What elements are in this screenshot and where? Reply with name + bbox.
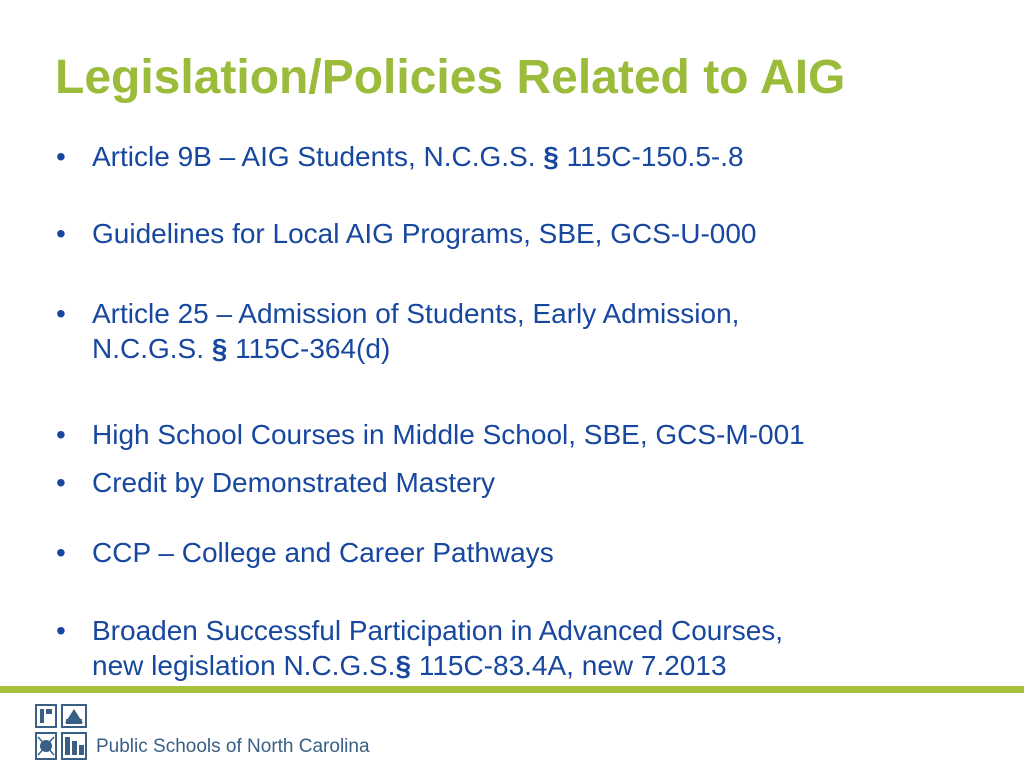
bullet-text [92,417,976,452]
text-run: High School Courses in Middle School, SBE, GCS-M-001 [92,419,805,450]
bullet-text [92,296,976,366]
text-run: Guidelines for Local AIG Programs, SBE, GCS-U-000 [92,218,757,249]
text-run: Credit by Demonstrated Mastery [92,467,496,498]
bullet-item [56,139,976,174]
text-run: N.C.G.S. [92,333,212,364]
bullet-line [92,465,976,500]
bullet-marker: • [56,419,66,450]
text-run: 115C-83.4A, new 7.2013 [411,650,727,681]
bullet-item [56,613,976,683]
bullet-text [92,216,976,251]
bullet-item [56,465,976,500]
bullet-text [92,139,976,174]
text-run: CCP – College and Career Pathways [92,537,554,568]
text-run: new legislation N.C.G.S. [92,650,396,681]
bullet-item [56,296,976,366]
text-run: 115C-364(d) [227,333,391,364]
section-symbol: § [543,141,559,172]
text-run: Article 25 – Admission of Students, Early Admission, [92,298,740,329]
bullet-line [92,216,976,251]
bullet-marker: • [56,218,66,249]
bullet-text [92,465,976,500]
section-symbol: § [395,650,412,681]
footer-divider [0,686,1024,693]
text-run: 115C-150.5-.8 [558,141,744,172]
text-run: Broaden Successful Participation in Advanced Courses, [92,615,784,646]
bullet-text [92,613,976,683]
ncdpi-seal-icon [34,703,88,761]
slide-title: Legislation/Policies Related to AIG [55,51,846,104]
org-name: Public Schools of North Carolina [96,736,370,757]
bullet-line [92,535,976,570]
text-run: Article 9B – AIG Students, N.C.G.S. [92,141,544,172]
bullet-marker: • [56,141,66,172]
bullet-line [92,417,976,452]
bullet-marker: • [56,615,66,646]
bullet-line [92,139,976,174]
bullet-text [92,535,976,570]
bullet-item [56,535,976,570]
bullet-line [92,331,976,366]
bullet-marker: • [56,298,66,329]
bullet-line [92,296,976,331]
bullet-item [56,417,976,452]
bullet-marker: • [56,467,66,498]
bullet-line [92,613,976,648]
section-symbol: § [211,333,228,364]
bullet-item [56,216,976,251]
bullet-marker: • [56,537,66,568]
bullet-line [92,648,976,683]
